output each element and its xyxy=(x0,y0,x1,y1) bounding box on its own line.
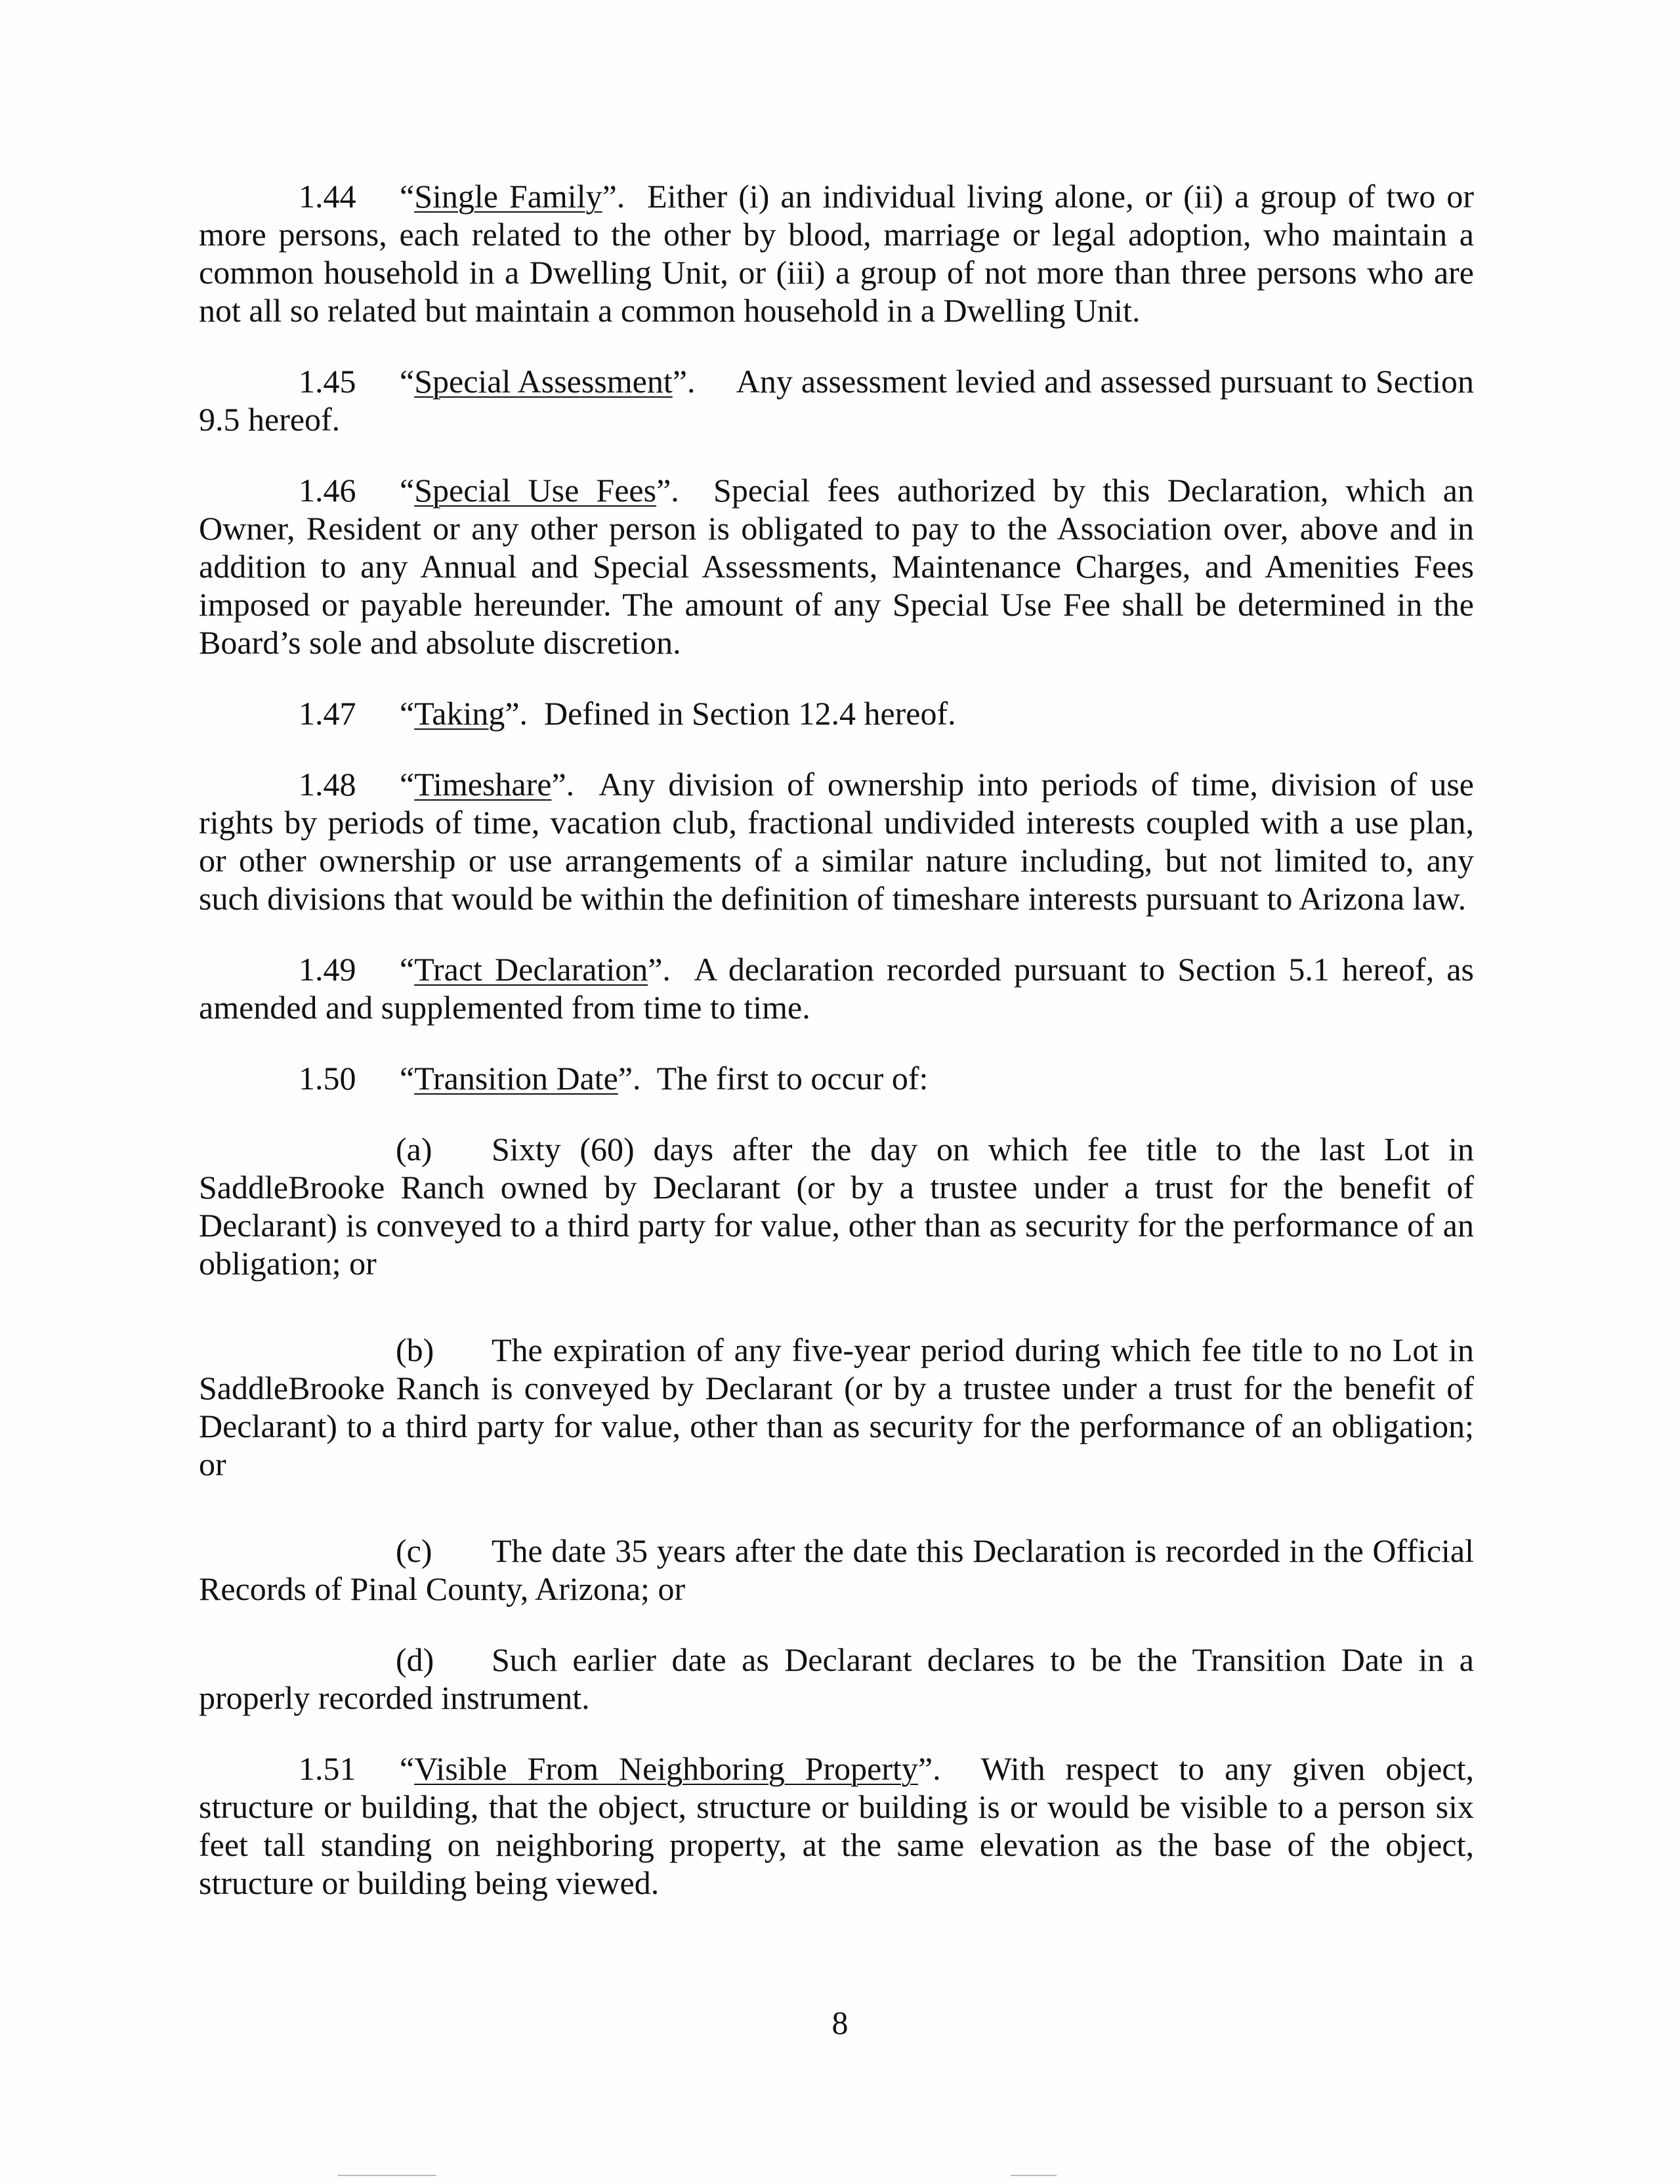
defined-term: Timeshare xyxy=(414,766,552,803)
document-body xyxy=(199,177,1474,1902)
item-text: The expiration of any five-year period during which fee title to no Lot in SaddleBrooke Ranch is conveyed by Declarant (or by a trustee under a trust for the benefit of Declarant) to a third party for value, other than as security for the performance of an obligation; or xyxy=(199,1332,1474,1482)
item-label: (c) xyxy=(396,1532,432,1569)
section-1-46: 1.46 “Special Use Fees”. Special fees authorized by this Declaration, which an Owner, Resident or any other person is obligated to pay to the Association over, above and in addition to any Annual and Special Assessments, Maintenance Charges, and Amenities Fees imposed or payable hereunder. The amount of any Special Use Fee shall be determined in the Board’s sole and absolute discretion. xyxy=(199,472,1474,661)
transition-item-b xyxy=(199,1331,1474,1483)
scan-speck xyxy=(338,2175,436,2176)
section-text: With respect to any given object, structure or building, that the object, structure or building is or would be visible to a person six feet tall standing on neighboring property, at the same elevation as the base of the object, structure or building being viewed. xyxy=(199,1750,1475,1901)
defined-term: Taking xyxy=(414,695,505,732)
section-number: 1.50 xyxy=(299,1060,356,1097)
item-text: Sixty (60) days after the day on which fee title to the last Lot in SaddleBrooke Ranch owned by Declarant (or by a trustee under a trust for the benefit of Declarant) is conveyed to a third party for value, other than as security for the performance of an obligation; or xyxy=(199,1131,1474,1282)
section-1-47: 1.47 “Taking”. Defined in Section 12.4 hereof. xyxy=(299,695,956,732)
section-text: Special fees authorized by this Declaration, which an Owner, Resident or any other person is obligated to pay to the Association over, above and in addition to any Annual and Special Assessments, Maintenance Charges, and Amenities Fees imposed or payable hereunder. The amount of any Special Use Fee shall be determined in the Board’s sole and absolute discretion. xyxy=(199,472,1474,661)
section-number: 1.44 xyxy=(299,178,356,215)
transition-item-a xyxy=(199,1130,1474,1282)
defined-term: Single Family xyxy=(414,178,602,215)
section-1-44: 1.44 “Single Family”. Either (i) an individual living alone, or (ii) a group of two or more persons, each related to the other by blood, marriage or legal adoption, who maintain a common household in a Dwelling Unit, or (iii) a group of not more than three persons who are not all so related but maintain a common household in a Dwelling Unit. xyxy=(199,178,1474,329)
section-number: 1.47 xyxy=(299,695,356,732)
section-number: 1.51 xyxy=(299,1750,356,1787)
section-text: Any assessment levied and assessed pursuant to Section 9.5 hereof. xyxy=(199,363,1474,438)
defined-term: Special Use Fees xyxy=(414,472,657,509)
defined-term: Tract Declaration xyxy=(414,951,648,988)
item-text: The date 35 years after the date this Declaration is recorded in the Official Records of Pinal County, Arizona; or xyxy=(199,1532,1474,1607)
transition-item-d xyxy=(199,1641,1474,1717)
section-number: 1.45 xyxy=(299,363,356,400)
section-text: A declaration recorded pursuant to Section 5.1 hereof, as amended and supplemented from time to time. xyxy=(199,951,1474,1026)
section-text: Either (i) an individual living alone, or (ii) a group of two or more persons, each related to the other by blood, marriage or legal adoption, who maintain a common household in a Dwelling Unit, or (iii) a group of not more than three persons who are not all so related but maintain a common household in a Dwelling Unit. xyxy=(199,178,1474,329)
item-label: (b) xyxy=(396,1332,434,1368)
page-number: 8 xyxy=(831,2004,849,2041)
section-1-50: 1.50 “Transition Date”. The first to occur of: xyxy=(299,1060,929,1097)
section-1-48: 1.48 “Timeshare”. Any division of ownership into periods of time, division of use rights by periods of time, vacation club, fractional undivided interests coupled with a use plan, or other ownership or use arrangements of a similar nature including, but not limited to, any such divisions that would be within the definition of timeshare interests pursuant to Arizona law. xyxy=(199,766,1474,917)
scan-speck xyxy=(1011,2175,1057,2176)
section-number: 1.49 xyxy=(299,951,356,988)
section-1-45: 1.45 “Special Assessment”. Any assessment levied and assessed pursuant to Section 9.5 hereof. xyxy=(199,363,1474,438)
transition-item-c xyxy=(199,1532,1474,1608)
section-number: 1.48 xyxy=(299,766,356,803)
section-text: Defined in Section 12.4 hereof. xyxy=(544,695,956,732)
item-text: Such earlier date as Declarant declares to be the Transition Date in a properly recorded instrument. xyxy=(199,1641,1474,1716)
defined-term: Transition Date xyxy=(414,1060,618,1097)
section-text: Any division of ownership into periods of time, division of use rights by periods of time, vacation club, fractional undivided interests coupled with a use plan, or other ownership or use arrangements of a similar nature including, but not limited to, any such divisions that would be within the definition of timeshare interests pursuant to Arizona law. xyxy=(199,766,1474,917)
item-label: (a) xyxy=(396,1131,432,1167)
defined-term: Visible From Neighboring Property xyxy=(414,1750,918,1787)
section-1-51: 1.51 “Visible From Neighboring Property”. With respect to any given object, structure or building, that the object, structure or building is or would be visible to a person six feet tall standing on neighboring property, at the same elevation as the base of the object, structure or building being viewed. xyxy=(199,1750,1475,1901)
defined-term: Special Assessment xyxy=(414,363,673,400)
section-text: The first to occur of: xyxy=(656,1060,929,1097)
item-label: (d) xyxy=(396,1641,434,1678)
section-1-49: 1.49 “Tract Declaration”. A declaration recorded pursuant to Section 5.1 hereof, as amended and supplemented from time to time. xyxy=(199,951,1474,1026)
section-number: 1.46 xyxy=(299,472,356,509)
